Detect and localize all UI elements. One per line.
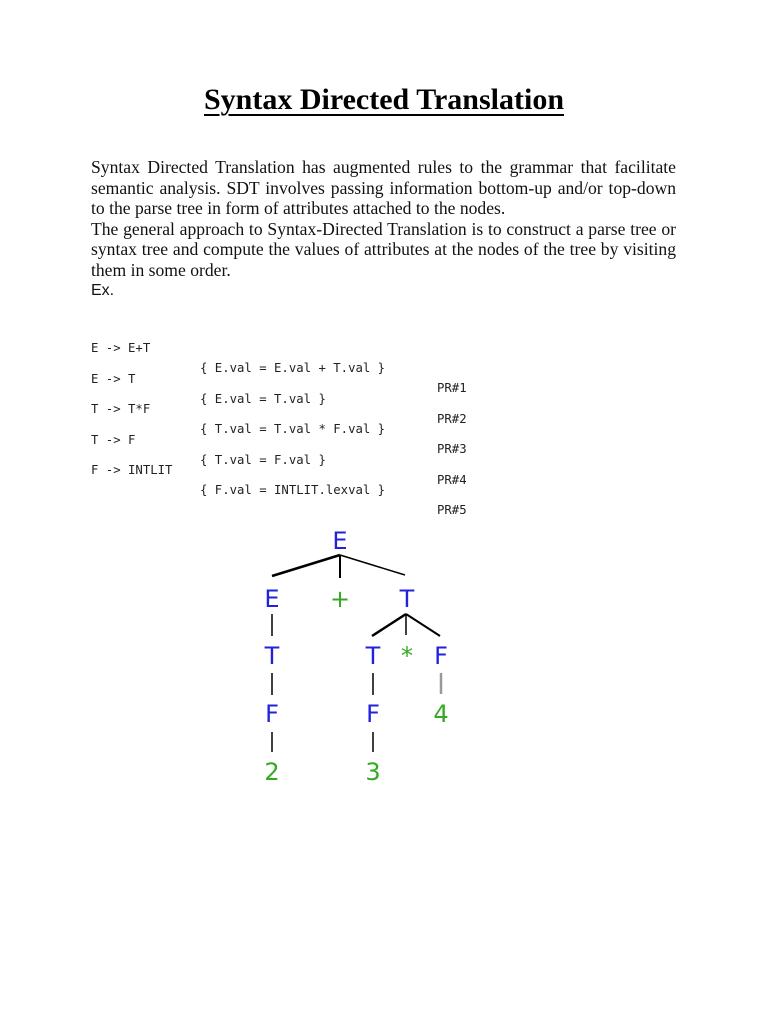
tree-node-left-e: E: [264, 585, 280, 613]
tree-node-star: *: [401, 642, 413, 670]
rule-row: [91, 318, 467, 395]
parse-tree-edges: [272, 555, 441, 752]
tree-edge: [406, 614, 440, 636]
rule-label: PR#3: [437, 442, 467, 457]
tree-node-right-f: F: [434, 642, 448, 670]
tree-node-mid-f: F: [366, 700, 380, 728]
tree-node-right-t: T: [399, 585, 415, 613]
tree-node-plus: +: [329, 585, 351, 613]
example-label: Ex.: [91, 281, 115, 299]
rule-production: T -> T*F: [91, 402, 151, 417]
rule-action: { E.val = E.val + T.val }: [200, 361, 386, 375]
rule-action: { F.val = INTLIT.lexval }: [200, 483, 386, 498]
grammar-rules: [91, 318, 467, 518]
rule-label: PR#5: [437, 503, 467, 518]
tree-node-left-t: T: [264, 642, 280, 670]
tree-node-num-2: 2: [264, 758, 280, 786]
tree-node-left-f: F: [265, 700, 279, 728]
rule-action: { T.val = T.val * F.val }: [200, 422, 386, 437]
rule-label: PR#4: [437, 472, 467, 487]
body-text: [91, 157, 676, 301]
rule-production: T -> F: [91, 432, 136, 447]
tree-edge: [272, 555, 340, 576]
tree-node-num-4: 4: [433, 700, 449, 728]
rule-production: E -> T: [91, 371, 136, 386]
tree-edge: [340, 555, 405, 575]
tree-node-root-e: E: [332, 527, 348, 555]
rule-label: PR#1: [437, 381, 467, 395]
paragraph-intro: Syntax Directed Translation has augmented rules to the grammar that facilitate semantic analysis. SDT involves passing information bottom-up and/or top-down to the parse tree in form of attributes attached to the nodes.: [91, 157, 676, 219]
page-title: [0, 80, 768, 120]
rule-label: PR#2: [437, 411, 467, 426]
tree-edge: [372, 614, 406, 636]
page-title-text: Syntax Directed Translation: [203, 83, 564, 116]
tree-node-mid-t: T: [365, 642, 381, 670]
rule-action: { T.val = F.val }: [200, 452, 326, 467]
tree-node-num-3: 3: [365, 758, 381, 786]
rule-production: E -> E+T: [91, 341, 151, 355]
rule-action: { E.val = T.val }: [200, 391, 326, 406]
paragraph-approach: The general approach to Syntax-Directed Translation is to construct a parse tree or syntax tree and compute the values of attributes at the nodes of the tree by visiting them in some order.: [91, 218, 676, 280]
rule-production: F -> INTLIT: [91, 463, 173, 478]
